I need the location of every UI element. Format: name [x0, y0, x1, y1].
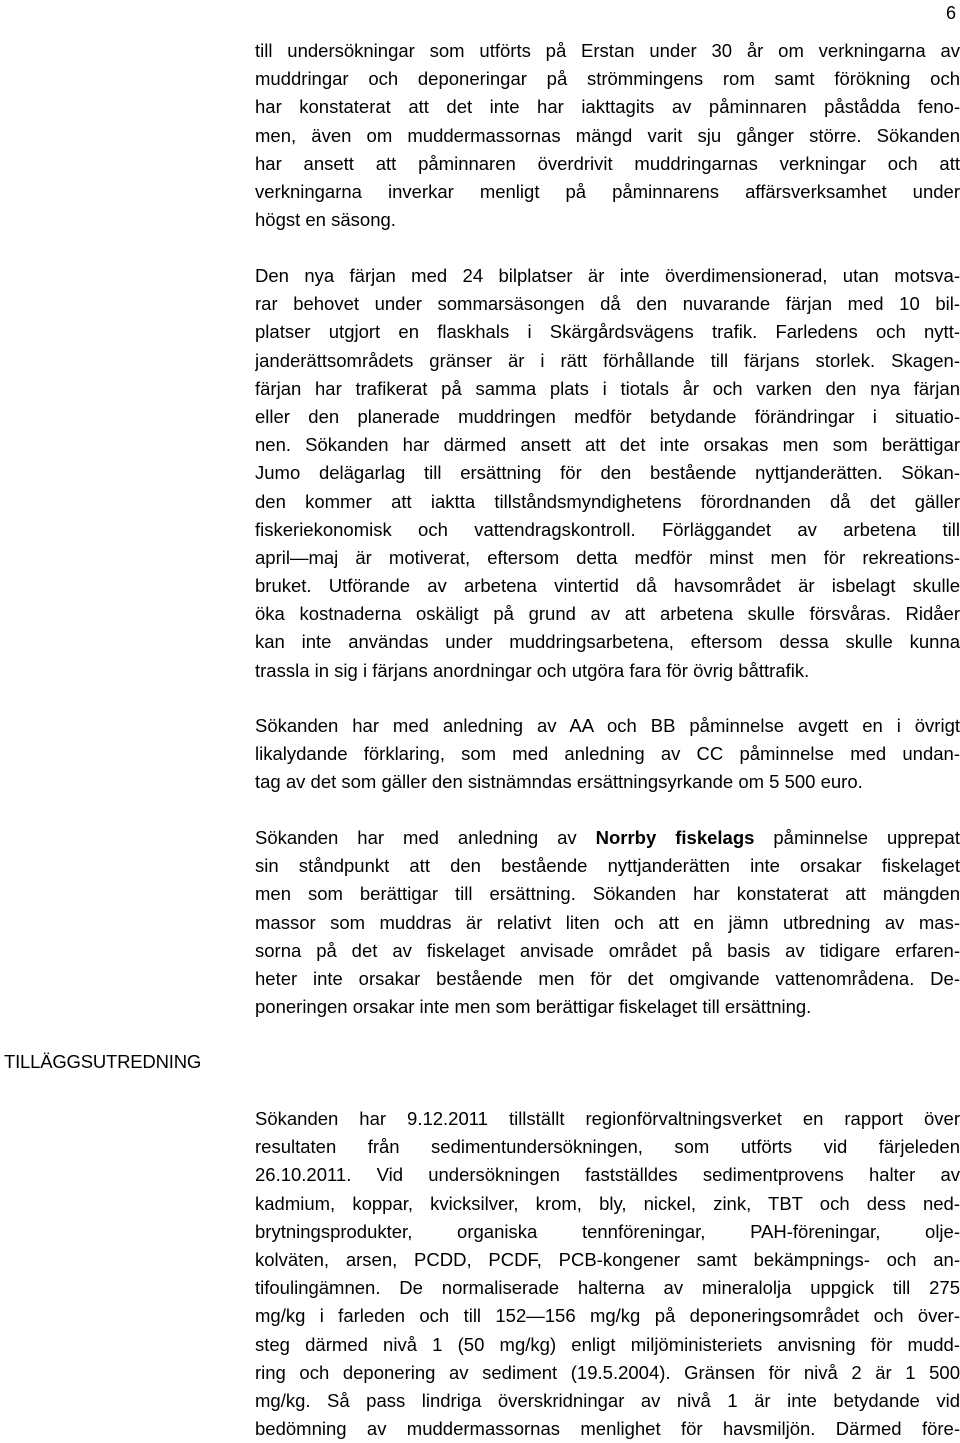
text-line: men som berättigar till ersättning. Sökanden har konstaterat att mängden: [255, 883, 960, 905]
paragraph-2: [255, 262, 960, 685]
paragraph-5: [255, 1105, 960, 1443]
paragraph-1: [255, 37, 960, 234]
paragraph-3: [255, 712, 960, 797]
text-line: trassla in sig i färjans anordningar och utgöra fara för övrig båttrafik.: [255, 659, 810, 681]
text-line: bruket. Utförande av arbetena vintertid då havsområdet är isbelagt skulle: [255, 575, 960, 597]
text-run: Sökanden har med anledning av: [255, 827, 596, 848]
text-line: har ansett att påminnaren överdrivit muddringarnas verkningar och att: [255, 152, 960, 174]
text-line: Sökanden har med anledning av AA och BB påminnelse avgett en i övrigt: [255, 715, 960, 736]
text-line: verkningarna inverkar menligt på påminnarens affärsverksamhet under: [255, 180, 960, 202]
party-name: Norrby fiskelags: [595, 827, 755, 848]
text-line: april—maj är motiverat, eftersom detta medför minst men för rekreations-: [255, 546, 960, 568]
text-line: likalydande förklaring, som med anledning av CC påminnelse med undan-: [255, 743, 960, 765]
text-line: öka kostnaderna oskäligt på grund av att arbetena skulle försvåras. Ridåer: [255, 603, 960, 625]
text-line: nen. Sökanden har därmed ansett att det inte orsakas men som berättigar: [255, 434, 960, 456]
text-line: eller den planerade muddringen medför betydande förändringar i situatio-: [255, 405, 960, 427]
text-line: 26.10.2011. Vid undersökningen fastställdes sedimentprovens halter av: [255, 1164, 960, 1186]
text-line: bedömning av muddermassornas menlighet för havsmiljön. Därmed före-: [255, 1418, 960, 1440]
text-run: påminnelse upprepat: [754, 827, 960, 848]
section-heading: TILLÄGGSUTREDNING: [4, 1051, 202, 1072]
text-line: kolväten, arsen, PCDD, PCDF, PCB-kongener samt bekämpnings- och an-: [255, 1248, 960, 1270]
text-line: den kommer att iaktta tillståndsmyndighetens förordnanden då det gäller: [255, 490, 960, 512]
text-line: heter inte orsakar bestående men för det omgivande vattenområdena. De-: [255, 967, 960, 989]
text-line: [255, 824, 960, 852]
text-line: tag av det som gäller den sistnämndas ersättningsyrkande om 5 500 euro.: [255, 771, 863, 793]
text-line: kan inte användas under muddringsarbetena, eftersom dessa skulle kunna: [255, 631, 960, 653]
text-line: massor som muddras är relativt liten och att en jämn utbredning av mas-: [255, 911, 960, 933]
text-line: kadmium, koppar, kvicksilver, krom, bly, nickel, zink, TBT och dess ned-: [255, 1192, 960, 1214]
text-line: sin ståndpunkt att den bestående nyttjanderätten inte orsakar fiskelaget: [255, 855, 960, 877]
text-line: ring och deponering av sediment (19.5.2004). Gränsen för nivå 2 är 1 500: [255, 1361, 960, 1383]
text-line: har konstaterat att det inte har iakttagits av påminnaren påstådda feno-: [255, 96, 960, 118]
text-line: sorna på det av fiskelaget anvisade området på basis av tidigare erfaren-: [255, 939, 960, 961]
text-line: högst en säsong.: [255, 209, 396, 231]
text-line: Jumo delägarlag till ersättning för den bestående nyttjanderätten. Sökan-: [255, 462, 960, 484]
text-line: fiskeriekonomisk och vattendragskontroll. Förläggandet av arbetena till: [255, 518, 960, 540]
text-line: rar behovet under sommarsäsongen då den nuvarande färjan med 10 bil-: [255, 293, 960, 315]
text-line: muddringar och deponeringar på strömmingens rom samt förökning och: [255, 68, 960, 90]
page-number: 6: [945, 3, 956, 23]
text-line: brytningsprodukter, organiska tennföreningar, PAH-föreningar, olje-: [255, 1220, 960, 1242]
text-line: Den nya färjan med 24 bilplatser är inte överdimensionerad, utan motsva-: [255, 265, 960, 286]
text-line: steg därmed nivå 1 (50 mg/kg) enligt miljöministeriets anvisning för mudd-: [255, 1333, 960, 1355]
text-line: men, även om muddermassornas mängd varit sju gånger större. Sökanden: [255, 124, 960, 146]
text-line: till undersökningar som utförts på Erstan under 30 år om verkningarna av: [255, 40, 960, 61]
text-line: tifoulingämnen. De normaliserade halterna av mineralolja uppgick till 275: [255, 1277, 960, 1299]
text-line: resultaten från sedimentundersökningen, som utförts vid färjeleden: [255, 1136, 960, 1158]
text-line: janderättsområdets gränser är i rätt förhållande till färjans storlek. Skagen-: [255, 349, 960, 371]
text-line: färjan har trafikerat på samma plats i tiotals år och varken den nya färjan: [255, 377, 960, 399]
text-line: mg/kg. Så pass lindriga överskridningar av nivå 1 är inte betydande vid: [255, 1389, 960, 1411]
text-line: mg/kg i farleden och till 152—156 mg/kg på deponeringsområdet och över-: [255, 1305, 960, 1327]
text-line: poneringen orsakar inte men som berättigar fiskelaget till ersättning.: [255, 996, 812, 1018]
paragraph-4: [255, 824, 960, 1021]
text-line: Sökanden har 9.12.2011 tillställt regionförvaltningsverket en rapport över: [255, 1108, 960, 1129]
text-line: platser utgjort en flaskhals i Skärgårdsvägens trafik. Farledens och nytt-: [255, 321, 960, 343]
